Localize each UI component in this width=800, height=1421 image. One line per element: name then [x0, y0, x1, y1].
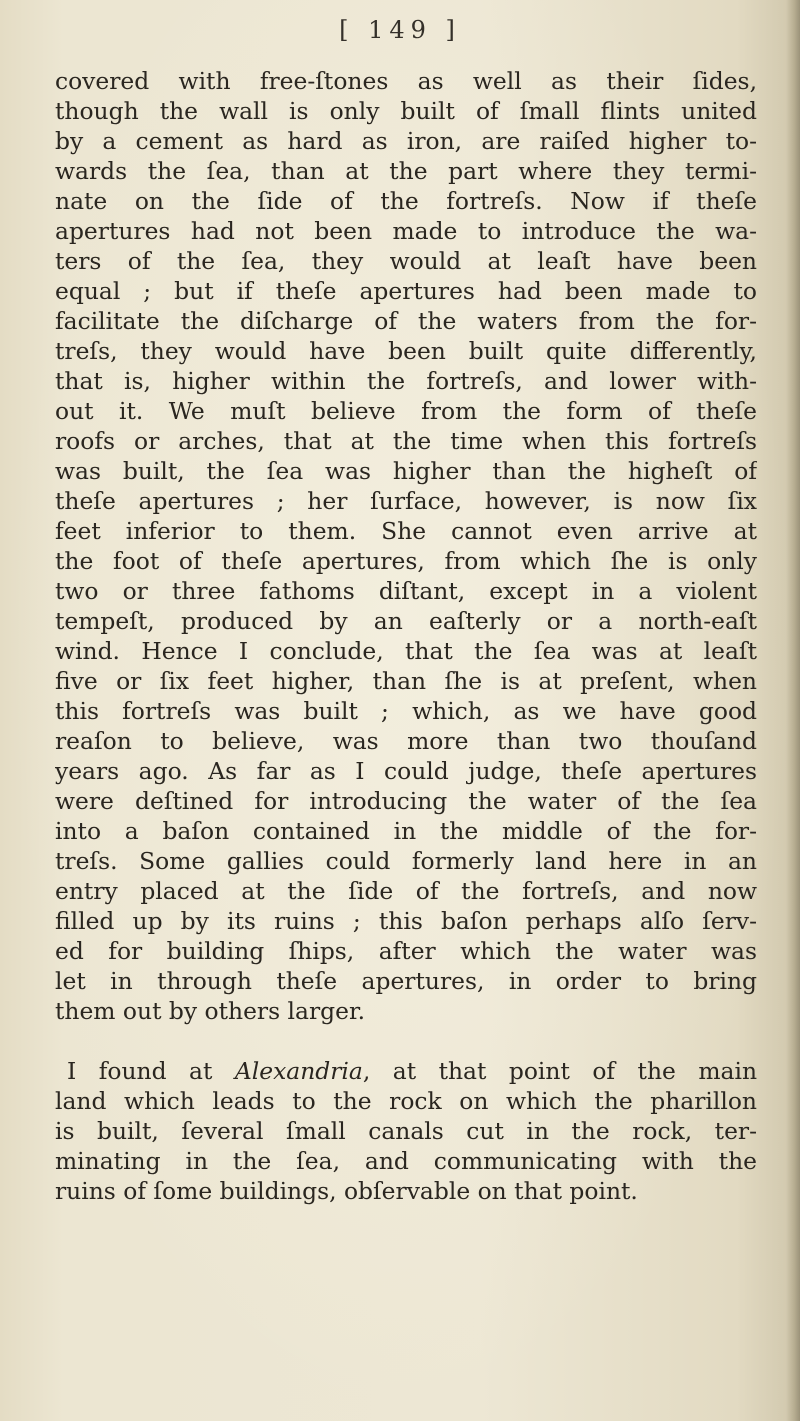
text-line: was built, the ſea was higher than the higheſt of — [55, 457, 757, 485]
text-line — [55, 1056, 757, 1086]
text-line: tempeſt, produced by an eaſterly or a north-eaſt — [55, 607, 757, 635]
paragraph-gap — [55, 1026, 757, 1056]
text-line: this fortreſs was built ; which, as we have good — [55, 697, 757, 725]
text-line: by a cement as hard as iron, are raiſed higher to- — [55, 127, 757, 155]
page-edge-shadow — [786, 0, 800, 1421]
text-line: nate on the ſide of the fortreſs. Now if theſe — [55, 187, 757, 215]
text-fragment: , at that point of the main — [362, 1057, 757, 1085]
page-number: [ 149 ] — [339, 16, 461, 44]
text-line: five or ſix feet higher, than ſhe is at preſent, when — [55, 667, 757, 695]
text-line: that is, higher within the fortreſs, and lower with- — [55, 367, 757, 395]
text-line: minating in the ſea, and communicating with the — [55, 1147, 757, 1175]
text-line: land which leads to the rock on which the pharillon — [55, 1087, 757, 1115]
text-line: wind. Hence I conclude, that the ſea was at leaſt — [55, 637, 757, 665]
text-line: entry placed at the ſide of the fortreſs, and now — [55, 877, 757, 905]
text-line: out it. We muſt believe from the form of theſe — [55, 397, 757, 425]
text-line: ed for building ſhips, after which the water was — [55, 937, 757, 965]
text-line: facilitate the diſcharge of the waters from the for- — [55, 307, 757, 335]
paragraph-1 — [55, 66, 757, 1026]
text-line: roofs or arches, that at the time when this fortreſs — [55, 427, 757, 455]
text-line: feet inferior to them. She cannot even arrive at — [55, 517, 757, 545]
text-fragment: I found at — [67, 1057, 235, 1085]
text-line: two or three fathoms diſtant, except in a violent — [55, 577, 757, 605]
text-line: covered with free-ſtones as well as their ſides, — [55, 67, 757, 95]
text-line: is built, ſeveral ſmall canals cut in the rock, ter- — [55, 1117, 757, 1145]
text-line: equal ; but if theſe apertures had been made to — [55, 277, 757, 305]
text-line: the foot of theſe apertures, from which ſhe is only — [55, 547, 757, 575]
text-line: ters of the ſea, they would at leaſt have been — [55, 247, 757, 275]
paragraph-2 — [55, 1056, 757, 1206]
text-line: treſs, they would have been built quite differently, — [55, 337, 757, 365]
text-line: theſe apertures ; her ſurface, however, is now ſix — [55, 487, 757, 515]
place-name: Alexandria — [234, 1057, 363, 1085]
text-line: years ago. As far as I could judge, theſe apertures — [55, 757, 757, 785]
text-line: reaſon to believe, was more than two thouſand — [55, 727, 757, 755]
text-line: though the wall is only built of ſmall flints united — [55, 97, 757, 125]
body-text — [55, 66, 757, 1206]
text-line: let in through theſe apertures, in order to bring — [55, 967, 757, 995]
text-line: into a baſon contained in the middle of the for- — [55, 817, 757, 845]
text-line: filled up by its ruins ; this baſon perhaps alſo ſerv- — [55, 907, 757, 935]
text-line: treſs. Some gallies could formerly land here in an — [55, 847, 757, 875]
text-line: apertures had not been made to introduce the wa- — [55, 217, 757, 245]
text-line: wards the ſea, than at the part where they termi- — [55, 157, 757, 185]
text-line: were deſtined for introducing the water of the ſea — [55, 787, 757, 815]
text-line: ruins of ſome buildings, obſervable on that point. — [55, 1177, 638, 1205]
text-line: them out by others larger. — [55, 997, 366, 1025]
